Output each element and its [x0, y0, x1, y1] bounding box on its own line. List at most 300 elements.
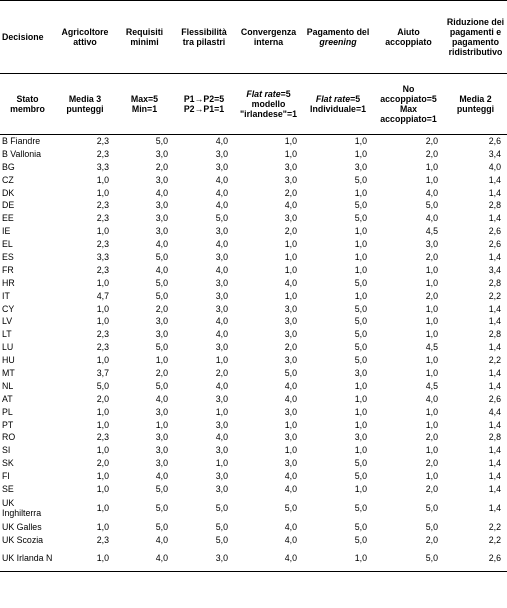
score-cell: 4,0 [155, 471, 168, 482]
member-state-name: EL [2, 239, 13, 250]
score-cell: 2,0 [425, 432, 438, 443]
scoring-header [303, 74, 373, 135]
score-cell: 2,0 [425, 251, 438, 262]
score-cell: 1,0 [284, 239, 297, 250]
score-cell: 4,0 [284, 380, 297, 391]
member-state-name: DK [2, 187, 15, 198]
table-row [0, 186, 507, 199]
score-cell: 3,3 [96, 161, 109, 172]
score-cell: 4,0 [155, 187, 168, 198]
member-state-name: FI [2, 471, 10, 482]
score-cell: 5,0 [155, 251, 168, 262]
score-cell: 4,0 [215, 187, 228, 198]
member-state-name: SI [2, 445, 11, 456]
score-cell: 3,0 [155, 213, 168, 224]
score-cell: 4,0 [425, 213, 438, 224]
table-row [0, 341, 507, 354]
score-cell: 3,0 [215, 226, 228, 237]
scoring-header-line: accoppiato=1 [380, 114, 437, 124]
score-cell: 5,0 [354, 502, 367, 513]
score-cell: 2,0 [155, 161, 168, 172]
score-cell: 2,8 [488, 277, 501, 288]
table-body [0, 135, 507, 572]
score-cell: 1,0 [425, 471, 438, 482]
score-cell: 2,2 [488, 521, 501, 532]
score-cell: 5,0 [354, 174, 367, 185]
score-cell: 3,0 [354, 367, 367, 378]
score-cell: 3,0 [215, 445, 228, 456]
score-cell: 5,0 [354, 277, 367, 288]
score-cell: 5,0 [354, 458, 367, 469]
table-row [0, 405, 507, 418]
scoring-header-line: Media 2 [459, 94, 492, 104]
scoring-header-line: Max=5 [130, 94, 159, 104]
score-cell: 2,0 [284, 342, 297, 353]
scoring-header-line: Individuale=1 [310, 104, 366, 114]
score-cell: 5,0 [354, 213, 367, 224]
score-cell: 1,0 [96, 471, 109, 482]
scoring-header-line: membro [10, 104, 45, 114]
score-cell: 1,4 [488, 502, 501, 513]
member-state-name: CZ [2, 174, 14, 185]
table-row [0, 392, 507, 405]
score-cell: 2,0 [425, 136, 438, 147]
score-cell: 3,0 [155, 174, 168, 185]
score-cell: 2,0 [425, 483, 438, 494]
table-row [0, 431, 507, 444]
table-row [0, 367, 507, 380]
score-cell: 1,0 [96, 406, 109, 417]
score-cell: 1,4 [488, 342, 501, 353]
column-header: Flessibilità tra pilastri [174, 1, 234, 74]
table-row [0, 276, 507, 289]
score-cell: 2,2 [488, 290, 501, 301]
score-cell: 3,0 [284, 406, 297, 417]
scoring-header [174, 74, 234, 135]
score-cell: 1,0 [425, 445, 438, 456]
table-row [0, 173, 507, 186]
member-state-name: MT [2, 367, 15, 378]
score-cell: 4,0 [284, 483, 297, 494]
score-cell: 5,0 [354, 521, 367, 532]
score-cell: 5,0 [155, 502, 168, 513]
member-state-name: SE [2, 483, 14, 494]
score-cell: 3,0 [215, 290, 228, 301]
score-cell: 1,0 [425, 316, 438, 327]
table-row [0, 354, 507, 367]
table-row [0, 495, 507, 520]
score-cell: 1,0 [425, 264, 438, 275]
score-cell: 3,0 [284, 303, 297, 314]
score-cell: 1,0 [354, 239, 367, 250]
score-cell: 3,0 [215, 148, 228, 159]
score-cell: 5,0 [155, 342, 168, 353]
score-cell: 4,0 [215, 200, 228, 211]
score-cell: 1,0 [284, 290, 297, 301]
score-cell: 1,0 [96, 316, 109, 327]
score-cell: 1,0 [284, 445, 297, 456]
score-cell: 1,4 [488, 445, 501, 456]
score-cell: 2,6 [488, 393, 501, 404]
score-cell: 5,0 [354, 303, 367, 314]
scoring-header-line: P2→P1=1 [183, 104, 225, 114]
table-row [0, 418, 507, 431]
score-cell: 5,0 [425, 521, 438, 532]
score-cell: 2,6 [444, 546, 507, 571]
score-cell: 4,0 [155, 534, 168, 545]
score-cell: 4,0 [215, 136, 228, 147]
score-cell: 5,0 [284, 502, 297, 513]
score-cell: 2,0 [96, 458, 109, 469]
score-cell: 2,0 [425, 290, 438, 301]
score-cell: 1,4 [488, 367, 501, 378]
column-header: Riduzione dei pagamenti e pagamento ridistributivo [444, 1, 507, 74]
score-cell: 2,6 [488, 226, 501, 237]
score-cell: 3,0 [215, 277, 228, 288]
score-cell: 1,0 [425, 303, 438, 314]
scoring-header [115, 74, 174, 135]
score-cell: 3,0 [155, 432, 168, 443]
score-cell: 2,2 [488, 355, 501, 366]
score-cell: 1,0 [215, 355, 228, 366]
scoring-header [234, 74, 303, 135]
score-cell: 3,4 [488, 148, 501, 159]
score-cell: 3,0 [155, 226, 168, 237]
score-cell: 2,0 [215, 367, 228, 378]
score-cell: 3,3 [96, 251, 109, 262]
member-state-name: HR [2, 277, 15, 288]
table-row [0, 379, 507, 392]
scoring-header-line: punteggi [66, 104, 104, 114]
score-cell: 3,4 [488, 264, 501, 275]
score-cell: 3,0 [215, 483, 228, 494]
score-cell: 3,0 [284, 458, 297, 469]
score-cell: 2,0 [155, 303, 168, 314]
member-state-name: PT [2, 419, 14, 430]
score-cell: 1,0 [155, 419, 168, 430]
table-row [0, 289, 507, 302]
score-cell: 4,0 [215, 380, 228, 391]
score-cell: 1,4 [488, 458, 501, 469]
score-cell: 3,0 [215, 161, 228, 172]
score-cell: 1,0 [354, 406, 367, 417]
score-cell: 2,3 [96, 342, 109, 353]
scoring-header-line: Media 3 [68, 94, 102, 104]
member-state-name: IE [2, 226, 11, 237]
score-cell: 1,0 [96, 419, 109, 430]
score-cell: 5,0 [155, 277, 168, 288]
score-cell: 1,0 [55, 546, 115, 571]
score-cell: 1,0 [425, 174, 438, 185]
column-header: Convergenza interna [234, 1, 303, 74]
score-cell: 4,7 [96, 290, 109, 301]
table-row [0, 238, 507, 251]
scoring-header-line: Stato [16, 94, 39, 104]
score-cell: 1,0 [425, 406, 438, 417]
score-cell: 4,0 [215, 264, 228, 275]
score-cell: 4,0 [115, 546, 174, 571]
score-cell: 1,0 [284, 264, 297, 275]
score-cell: 1,4 [488, 213, 501, 224]
member-state-name: HU [2, 355, 15, 366]
score-cell: 4,0 [425, 393, 438, 404]
score-cell: 1,0 [96, 502, 109, 513]
score-cell: 5,0 [96, 380, 109, 391]
score-cell: 4,5 [425, 380, 438, 391]
score-cell: 3,0 [215, 303, 228, 314]
score-cell: 4,4 [488, 406, 501, 417]
score-cell: 2,0 [425, 148, 438, 159]
score-cell: 1,4 [488, 187, 501, 198]
score-cell: 5,0 [155, 483, 168, 494]
table-row [0, 315, 507, 328]
score-cell: 2,8 [488, 432, 501, 443]
score-cell: 1,0 [284, 148, 297, 159]
score-cell: 3,0 [155, 458, 168, 469]
score-cell: 1,0 [354, 251, 367, 262]
score-cell: 4,0 [425, 187, 438, 198]
score-cell: 5,0 [425, 200, 438, 211]
score-cell: 1,0 [354, 136, 367, 147]
score-cell: 5,0 [155, 380, 168, 391]
table-row [0, 160, 507, 173]
score-cell: 2,0 [425, 534, 438, 545]
score-cell: 1,0 [96, 445, 109, 456]
score-cell: 3,0 [215, 471, 228, 482]
score-cell: 1,0 [96, 187, 109, 198]
score-cell: 1,0 [303, 546, 373, 571]
score-cell: 2,3 [96, 432, 109, 443]
table-row [0, 483, 507, 496]
scoring-header [55, 74, 115, 135]
score-cell: 1,0 [354, 445, 367, 456]
score-cell: 1,0 [354, 380, 367, 391]
score-cell: 4,0 [488, 161, 501, 172]
scoring-header-line: No [402, 84, 415, 94]
score-cell: 2,3 [96, 264, 109, 275]
score-cell: 2,3 [96, 136, 109, 147]
member-state-name: PL [2, 406, 13, 417]
score-cell: 1,4 [488, 174, 501, 185]
score-cell: 1,4 [488, 251, 501, 262]
score-cell: 4,0 [215, 329, 228, 340]
score-cell: 5,0 [354, 329, 367, 340]
score-cell: 5,0 [284, 367, 297, 378]
score-cell: 2,0 [425, 458, 438, 469]
score-cell: 1,0 [96, 303, 109, 314]
score-cell: 2,0 [284, 226, 297, 237]
member-state-name: RO [2, 432, 16, 443]
score-cell: 5,0 [354, 316, 367, 327]
score-cell: 2,3 [96, 329, 109, 340]
header-row-scoring [0, 74, 507, 135]
score-cell: 5,0 [155, 521, 168, 532]
score-cell: 4,0 [284, 521, 297, 532]
score-cell: 3,0 [155, 445, 168, 456]
member-state-name: B Vallonia [2, 148, 41, 159]
score-cell: 1,0 [354, 393, 367, 404]
table-row [0, 135, 507, 148]
score-cell: 2,3 [96, 200, 109, 211]
table-row [0, 520, 507, 533]
score-cell: 1,0 [425, 161, 438, 172]
score-cell: 3,7 [96, 367, 109, 378]
score-cell: 3,0 [155, 329, 168, 340]
score-cell: 2,0 [155, 367, 168, 378]
table-row [0, 199, 507, 212]
scoring-header [444, 74, 507, 135]
score-cell: 2,6 [488, 136, 501, 147]
score-cell: 1,0 [215, 458, 228, 469]
column-header [303, 1, 373, 74]
score-cell: 3,0 [174, 546, 234, 571]
scoring-header-line: "irlandese"=1 [240, 109, 297, 119]
score-cell: 2,3 [96, 148, 109, 159]
scoring-header-line: =5 [280, 89, 291, 99]
score-cell: 1,0 [354, 148, 367, 159]
scoring-header-line: punteggi [456, 104, 495, 114]
score-cell: 1,0 [96, 355, 109, 366]
score-cell: 1,0 [284, 419, 297, 430]
score-cell: 4,0 [155, 239, 168, 250]
scoring-header-line: =5 [350, 94, 361, 104]
member-state-name: EE [2, 213, 14, 224]
score-cell: 4,0 [215, 432, 228, 443]
score-cell: 3,0 [215, 342, 228, 353]
score-cell: 1,0 [425, 329, 438, 340]
score-cell: 5,0 [215, 213, 228, 224]
score-cell: 1,0 [96, 277, 109, 288]
score-cell: 5,0 [354, 355, 367, 366]
score-cell: 1,0 [284, 136, 297, 147]
score-cell: 5,0 [354, 534, 367, 545]
scoring-header-line: P1→P2=5 [183, 94, 225, 104]
score-cell: 3,0 [284, 161, 297, 172]
table-row [0, 263, 507, 276]
score-cell: 3,0 [155, 200, 168, 211]
score-cell: 1,0 [96, 174, 109, 185]
column-header: Aiuto accoppiato [373, 1, 444, 74]
score-cell: 3,0 [215, 393, 228, 404]
scoring-header-line: Min=1 [131, 104, 158, 114]
table-row [0, 251, 507, 264]
score-cell: 2,3 [96, 534, 109, 545]
score-cell: 4,0 [284, 471, 297, 482]
member-state-name: LU [2, 342, 14, 353]
score-cell: 5,0 [155, 290, 168, 301]
score-cell: 4,0 [215, 239, 228, 250]
score-cell: 3,0 [284, 432, 297, 443]
member-state-name: DE [2, 200, 15, 211]
score-cell: 5,0 [373, 546, 444, 571]
score-cell: 3,0 [215, 251, 228, 262]
scoring-header-line: accoppiato=5 [380, 94, 437, 104]
score-cell: 1,4 [488, 316, 501, 327]
score-cell: 3,0 [425, 239, 438, 250]
score-cell: 5,0 [354, 471, 367, 482]
score-cell: 1,0 [284, 251, 297, 262]
member-state-name: NL [2, 380, 14, 391]
member-state-name: UK Scozia [2, 534, 44, 545]
scoring-header-line: modello [251, 99, 286, 109]
score-cell: 1,4 [488, 471, 501, 482]
score-cell: 4,0 [155, 264, 168, 275]
table-row [0, 470, 507, 483]
scoring-header [0, 74, 55, 135]
table-row [0, 302, 507, 315]
score-cell: 3,0 [354, 161, 367, 172]
column-header-text: Pagamento del [306, 27, 370, 37]
member-state-name: IT [2, 290, 10, 301]
score-cell: 3,0 [284, 329, 297, 340]
score-cell: 3,0 [215, 419, 228, 430]
score-cell: 5,0 [354, 200, 367, 211]
scoring-header-emphasis: Flat rate [246, 89, 281, 99]
member-state-name: FR [2, 264, 14, 275]
score-cell: 1,0 [354, 264, 367, 275]
score-cell: 1,0 [96, 521, 109, 532]
score-cell: 1,0 [354, 226, 367, 237]
column-header-emphasis: greening [319, 37, 357, 47]
score-cell: 5,0 [155, 136, 168, 147]
column-header: Agricoltore attivo [55, 1, 115, 74]
score-cell: 4,0 [234, 546, 303, 571]
score-cell: 4,0 [155, 393, 168, 404]
table-row [0, 444, 507, 457]
member-state-name: UK Irlanda N [0, 546, 55, 571]
score-cell: 2,6 [488, 239, 501, 250]
scoring-header-line: Max [399, 104, 418, 114]
score-cell: 1,4 [488, 419, 501, 430]
member-state-name: B Fiandre [2, 136, 41, 147]
score-cell: 4,5 [425, 342, 438, 353]
score-cell: 2,0 [96, 393, 109, 404]
score-cell: 5,0 [215, 502, 228, 513]
score-cell: 2,0 [284, 187, 297, 198]
score-cell: 1,0 [354, 419, 367, 430]
score-cell: 3,0 [155, 406, 168, 417]
score-cell: 4,0 [284, 277, 297, 288]
table-row [0, 212, 507, 225]
score-cell: 4,0 [284, 200, 297, 211]
member-state-name: ES [2, 251, 14, 262]
score-cell: 3,0 [284, 316, 297, 327]
member-state-name: BG [2, 161, 15, 172]
column-header: Requisiti minimi [115, 1, 174, 74]
header-row-decisions [0, 1, 507, 74]
score-cell: 5,0 [215, 521, 228, 532]
score-cell: 1,4 [488, 483, 501, 494]
member-state-name: UK Galles [2, 521, 42, 532]
score-cell: 2,3 [96, 239, 109, 250]
table-row [0, 533, 507, 546]
score-cell: 1,0 [354, 483, 367, 494]
score-cell: 5,0 [215, 534, 228, 545]
score-cell: 4,5 [425, 226, 438, 237]
score-cell: 4,0 [284, 393, 297, 404]
member-state-name: LT [2, 329, 12, 340]
member-state-name: UK Inghilterra [2, 497, 42, 518]
score-cell: 4,0 [215, 174, 228, 185]
score-cell: 1,0 [425, 355, 438, 366]
table-row [0, 457, 507, 470]
score-cell: 1,0 [155, 355, 168, 366]
score-cell: 1,0 [425, 367, 438, 378]
member-state-name: LV [2, 316, 13, 327]
scoring-header-emphasis: Flat rate [315, 94, 351, 104]
table-row [0, 546, 507, 571]
score-cell: 3,0 [354, 432, 367, 443]
